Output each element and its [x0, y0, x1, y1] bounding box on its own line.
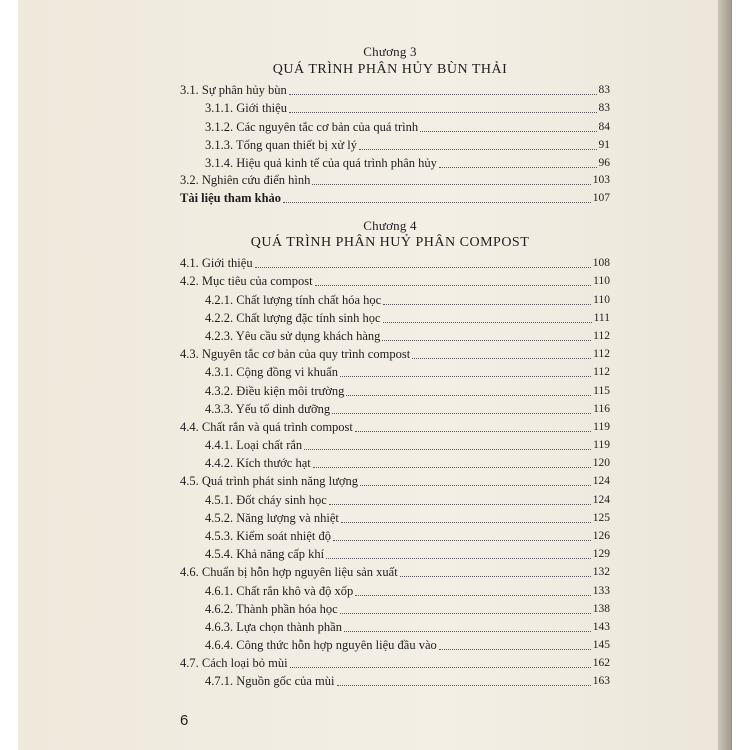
dot-leader [341, 522, 591, 523]
toc-entry-title: 4.1. Giới thiệu [180, 256, 253, 270]
dot-leader [355, 431, 591, 432]
toc-entry-title: 4.6.2. Thành phần hóa học [205, 602, 338, 616]
toc-entry [205, 546, 610, 562]
toc-entry [205, 292, 610, 308]
toc-entry-page: 138 [592, 603, 610, 615]
dot-leader [333, 540, 591, 541]
toc-entry [205, 510, 610, 526]
toc-entry-title: 3.1.2. Các nguyên tắc cơ bản của quá trình [205, 120, 419, 134]
toc-entry-title: 4.2.3. Yêu cầu sử dụng khách hàng [205, 329, 381, 343]
toc-entry-page: 120 [592, 457, 610, 469]
toc-entry-title: 4.7. Cách loại bỏ mùi [180, 656, 288, 670]
toc-entry-title: 4.6.1. Chất rắn khô và độ xốp [205, 584, 354, 598]
toc-entry-title: Tài liệu tham khảo [180, 191, 282, 205]
dot-leader [340, 613, 591, 614]
dot-leader [304, 449, 591, 450]
dot-leader [359, 149, 596, 150]
toc-entry-page: 143 [592, 621, 610, 633]
toc-entry-title: 4.5.1. Đốt cháy sinh học [205, 493, 327, 507]
toc-entry-page: 115 [593, 385, 610, 397]
toc-entry-title: 4.5.2. Năng lượng và nhiệt [205, 511, 339, 525]
dot-leader [255, 267, 591, 268]
toc-entry-title: 3.1. Sự phân hủy bùn [180, 83, 287, 97]
toc-entry-page: 83 [598, 84, 610, 96]
toc-entry-title: 4.6.3. Lựa chọn thành phần [205, 620, 342, 634]
toc-entry-page: 107 [592, 192, 610, 204]
toc-entry-title: 3.1.3. Tổng quan thiết bị xử lý [205, 138, 358, 152]
toc-entry [205, 328, 610, 344]
dot-leader [283, 202, 591, 203]
toc-entry-title: 4.2. Mục tiêu của compost [180, 274, 313, 288]
dot-leader [290, 667, 591, 668]
toc-entry-title: 4.3.1. Cộng đồng vi khuẩn [205, 365, 338, 379]
dot-leader [340, 376, 591, 377]
toc-entry-page: 145 [592, 639, 610, 651]
dot-leader [289, 94, 597, 95]
chapter-4-title: QUÁ TRÌNH PHÂN HUỶ PHÂN COMPOST [250, 235, 530, 250]
toc-entry-title: 4.5.3. Kiểm soát nhiệt độ [205, 529, 332, 543]
toc-entry [205, 383, 610, 399]
dot-leader [332, 413, 591, 414]
toc-entry-page: 110 [593, 294, 610, 306]
chapter-3-title: QUÁ TRÌNH PHÂN HỦY BÙN THẢI [272, 62, 508, 77]
toc-entry-title: 4.4.1. Loại chất rắn [205, 438, 303, 452]
dot-leader [412, 358, 591, 359]
toc-entry-page: 84 [598, 121, 610, 133]
toc-entry [205, 401, 610, 417]
toc-entry-page: 129 [592, 548, 610, 560]
toc-entry-page: 108 [592, 257, 610, 269]
toc-entry-page: 103 [592, 174, 610, 186]
toc-entry-title: 4.6. Chuẩn bị hỗn hợp nguyên liệu sản xuất [180, 565, 398, 579]
toc-entry [205, 310, 610, 326]
toc-entry-title: 3.2. Nghiên cứu điển hình [180, 173, 311, 187]
toc-entry-page: 133 [592, 585, 610, 597]
toc-entry-page: 162 [592, 657, 610, 669]
toc-entry [205, 119, 610, 135]
toc-entry-title: 4.5.4. Khả năng cấp khí [205, 547, 325, 561]
toc-entry-page: 96 [598, 157, 610, 169]
dot-leader [313, 467, 591, 468]
toc-entry [205, 619, 610, 635]
toc-entry-title: 4.6.4. Công thức hỗn hợp nguyên liệu đầu vào [205, 638, 437, 652]
toc-entry-title: 4.2.1. Chất lượng tính chất hóa học [205, 293, 382, 307]
toc-entry [205, 673, 610, 689]
toc-entry-title: 4.4. Chất rắn và quá trình compost [180, 420, 353, 434]
toc-entry-title: 3.1.1. Giới thiệu [205, 101, 287, 115]
toc-entry-page: 119 [593, 439, 610, 451]
dot-leader [289, 112, 597, 113]
toc-entry [180, 564, 610, 580]
dot-leader [382, 340, 591, 341]
dot-leader [360, 485, 591, 486]
toc-entry-page: 116 [593, 403, 610, 415]
toc-entry-title: 4.3.2. Điều kiện môi trường [205, 384, 345, 398]
toc-entry [180, 655, 610, 671]
toc-entry [180, 82, 610, 98]
dot-leader [312, 184, 590, 185]
dot-leader [326, 558, 591, 559]
toc-entry [180, 346, 610, 362]
toc-entry [205, 100, 610, 116]
page-number: 6 [180, 712, 189, 729]
dot-leader [439, 649, 591, 650]
toc-entry [205, 637, 610, 653]
toc-entry [205, 601, 610, 617]
toc-entry [205, 492, 610, 508]
toc-entry-page: 110 [593, 275, 610, 287]
toc-entry-page: 163 [592, 675, 610, 687]
dot-leader [337, 685, 591, 686]
toc-entry-title: 4.4.2. Kích thước hạt [205, 456, 311, 470]
toc-entry-title: 4.5. Quá trình phát sinh năng lượng [180, 474, 358, 488]
dot-leader [315, 285, 592, 286]
toc-entry [205, 528, 610, 544]
toc-entry-page: 125 [592, 512, 610, 524]
dot-leader [400, 576, 591, 577]
toc-entry [180, 172, 610, 188]
toc-entry-page: 111 [593, 312, 610, 324]
toc-entry [180, 419, 610, 435]
toc-entry-title: 4.3.3. Yếu tố dinh dưỡng [205, 402, 331, 416]
dot-leader [383, 322, 592, 323]
toc-entry [205, 137, 610, 153]
toc-entry-page: 91 [598, 139, 610, 151]
dot-leader [344, 631, 591, 632]
dot-leader [346, 395, 591, 396]
dot-leader [439, 167, 597, 168]
toc-entry [180, 190, 610, 206]
toc-entry-title: 4.2.2. Chất lượng đặc tính sinh học [205, 311, 381, 325]
toc-entry [205, 583, 610, 599]
toc-entry [205, 437, 610, 453]
dot-leader [420, 131, 596, 132]
toc-entry-title: 4.3. Nguyên tắc cơ bản của quy trình compost [180, 347, 411, 361]
toc-entry-page: 83 [598, 102, 610, 114]
toc-entry-page: 112 [593, 366, 610, 378]
toc-entry [205, 364, 610, 380]
toc-entry-page: 124 [592, 475, 610, 487]
toc-entry [205, 155, 610, 171]
chapter-4-label: Chương 4 [363, 218, 417, 233]
book-spine-shadow [718, 0, 732, 750]
toc-entry [180, 255, 610, 271]
toc-entry-page: 112 [593, 330, 610, 342]
chapter-3-label: Chương 3 [363, 44, 417, 59]
toc-entry-page: 132 [592, 566, 610, 578]
toc-entry [180, 273, 610, 289]
toc-entry [205, 455, 610, 471]
toc-entry-page: 119 [593, 421, 610, 433]
toc-entry-title: 3.1.4. Hiệu quả kinh tế của quá trình phân hủy [205, 156, 437, 170]
toc-entry-title: 4.7.1. Nguồn gốc của mùi [205, 674, 335, 688]
toc-entry-page: 112 [593, 348, 610, 360]
toc-entry-page: 124 [592, 494, 610, 506]
dot-leader [329, 504, 591, 505]
toc-entry [180, 473, 610, 489]
dot-leader [383, 304, 591, 305]
toc-entry-page: 126 [592, 530, 610, 542]
dot-leader [355, 595, 591, 596]
